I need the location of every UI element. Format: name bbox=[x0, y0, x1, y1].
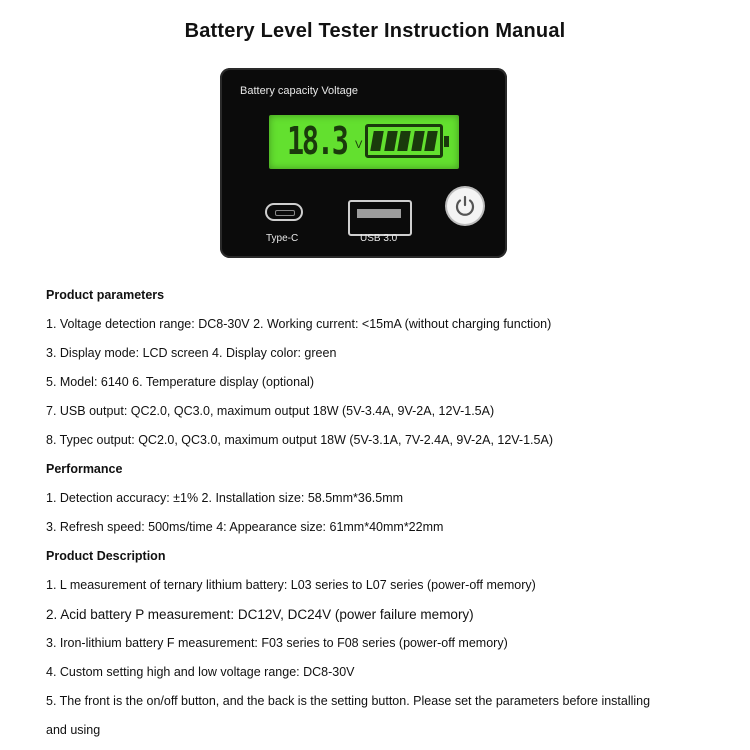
page-title: Battery Level Tester Instruction Manual bbox=[184, 20, 566, 42]
list-item: 2. Acid battery P measurement: DC12V, DC24V (power failure memory) bbox=[46, 607, 474, 622]
list-item: 7. USB output: QC2.0, QC3.0, maximum output 18W (5V-3.4A, 9V-2A, 12V-1.5A) bbox=[46, 404, 495, 418]
list-item: 1. L measurement of ternary lithium battery: L03 series to L07 series (power-off memory) bbox=[46, 578, 536, 592]
typec-port-label: Type-C bbox=[266, 233, 299, 244]
list-item: 3. Iron-lithium battery F measurement: F03 series to F08 series (power-off memory) bbox=[46, 636, 508, 650]
list-item: 8. Typec output: QC2.0, QC3.0, maximum output 18W (5V-3.1A, 7V-2.4A, 9V-2A, 12V-1.5A) bbox=[46, 433, 553, 447]
section-heading: Product Description bbox=[46, 549, 166, 563]
list-item: 3. Display mode: LCD screen 4. Display color: green bbox=[46, 346, 337, 360]
list-item: and using bbox=[46, 723, 101, 737]
list-item: 4. Custom setting high and low voltage range: DC8-30V bbox=[46, 665, 355, 679]
battery-bar bbox=[425, 131, 438, 151]
usb-port bbox=[348, 200, 412, 236]
battery-level-icon bbox=[365, 124, 443, 158]
lcd-screen bbox=[269, 115, 459, 169]
list-item: 1. Detection accuracy: ±1% 2. Installation size: 58.5mm*36.5mm bbox=[46, 491, 404, 505]
list-item: 1. Voltage detection range: DC8-30V 2. Working current: <15mA (without charging function) bbox=[46, 317, 552, 331]
section-heading: Product parameters bbox=[46, 288, 165, 302]
battery-bar bbox=[384, 131, 397, 151]
battery-bar bbox=[397, 131, 410, 151]
battery-tester-photo bbox=[220, 68, 507, 258]
list-item: 3. Refresh speed: 500ms/time 4: Appearance size: 61mm*40mm*22mm bbox=[46, 520, 444, 534]
device-label: Battery capacity Voltage bbox=[240, 85, 359, 97]
usb-port-label: USB 3.0 bbox=[360, 233, 398, 244]
section-heading: Performance bbox=[46, 462, 123, 476]
voltage-unit: V bbox=[355, 139, 363, 151]
battery-bar bbox=[411, 131, 424, 151]
power-button-icon bbox=[447, 188, 483, 224]
voltage-reading: 18.3 bbox=[287, 119, 347, 163]
typec-port bbox=[265, 203, 303, 221]
battery-bar bbox=[370, 131, 383, 151]
list-item: 5. Model: 6140 6. Temperature display (optional) bbox=[46, 375, 314, 389]
list-item: 5. The front is the on/off button, and the back is the setting button. Please set the parameters before installing bbox=[46, 694, 651, 708]
